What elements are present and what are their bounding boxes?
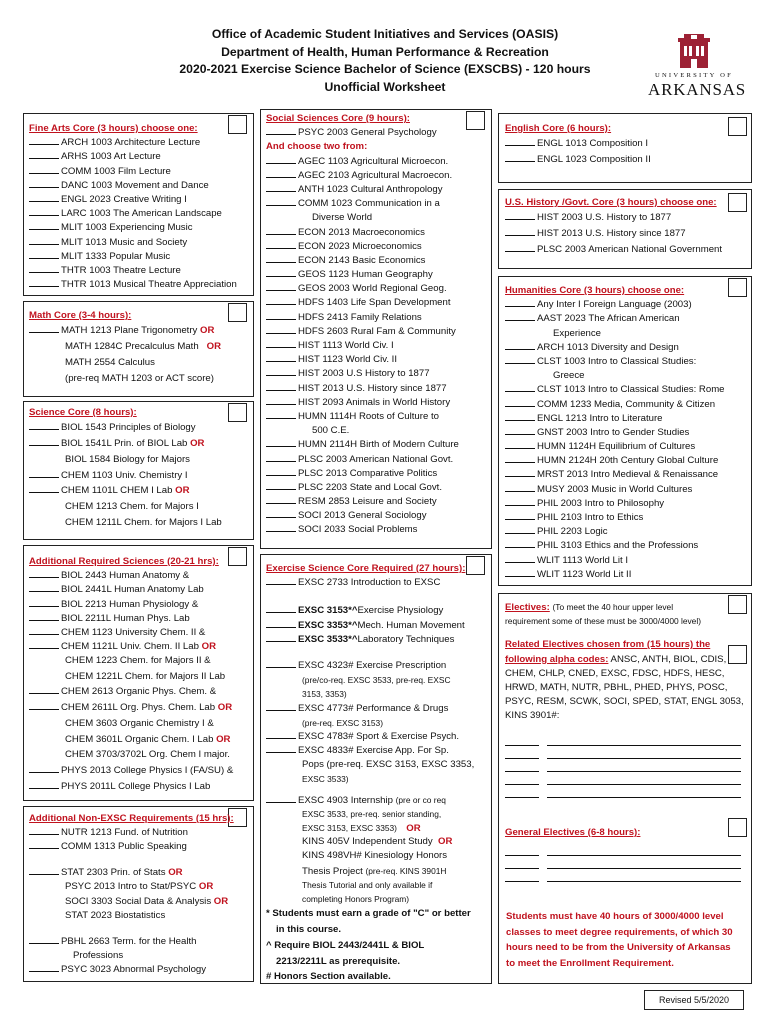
related-elective-write-in-lines — [505, 734, 741, 799]
list-item: BIOL 2211L Human Phys. Lab — [29, 612, 249, 626]
list-item: HIST 2003 U.S. History to 1877 — [505, 210, 745, 226]
list-item-label: HUMN 2124H 20th Century Global Culture — [537, 455, 719, 467]
requirement-line: Students must have 40 hours of 3000/4000 level — [506, 911, 724, 922]
list-item-label: LARC 1003 The American Landscape — [61, 208, 222, 220]
exsc-core-section — [266, 562, 488, 985]
electives-checkbox[interactable] — [728, 595, 747, 614]
general-electives-title: General Electives (6-8 hours): — [505, 827, 641, 838]
list-item — [29, 165, 249, 179]
prereq-note: completing Honors Program) — [302, 893, 410, 904]
write-in-blank[interactable] — [266, 523, 296, 532]
electives-note: requirement some of these must be 3000/4000 level) — [505, 616, 701, 627]
related-electives-codes: CHEM, CHLP, CNED, EXSC, FDSC, HDFS, HESC, — [505, 667, 725, 679]
social-sciences-section — [266, 112, 488, 538]
list-item-label: HUMN 2114H Birth of Modern Culture — [298, 439, 459, 451]
list-item — [266, 339, 488, 353]
english-title: English Core (6 hours): — [505, 123, 612, 134]
write-in-blank[interactable] — [266, 396, 296, 405]
list-item: COMM 1313 Public Speaking — [29, 840, 249, 854]
list-item-label: GEOS 2003 World Regional Geog. — [298, 283, 447, 295]
list-item — [266, 467, 488, 481]
science-section — [29, 406, 249, 531]
upper-level-requirement-note — [506, 909, 746, 971]
list-item — [266, 311, 488, 325]
list-item-label: PLSC 2013 Comparative Politics — [298, 467, 438, 479]
list-item: CHEM 1213 Chem. for Majors I — [65, 501, 199, 513]
list-item: STAT 2023 Biostatistics — [65, 909, 166, 921]
list-item: ENGL 1023 Composition II — [505, 152, 727, 168]
list-item-label: PHIL 2203 Logic — [537, 526, 608, 538]
list-item — [505, 383, 745, 397]
list-item: EXSC 2733 Introduction to EXSC — [266, 576, 488, 590]
list-item — [266, 410, 488, 424]
related-electives-codes: PSYC, RESM, SCWK, SOCI, SPED, STAT, ENGL 3053, — [505, 696, 744, 708]
list-item — [266, 523, 488, 537]
list-item-label: SOCI 2033 Social Problems — [298, 524, 418, 536]
write-in-blank[interactable] — [505, 554, 535, 563]
write-in-blank[interactable] — [29, 250, 59, 259]
fine-arts-list — [29, 136, 249, 292]
social-list-3 — [266, 438, 488, 537]
list-item — [29, 221, 249, 235]
write-in-blank[interactable] — [266, 367, 296, 376]
list-item: BIOL 2443 Human Anatomy & — [29, 569, 249, 583]
list-item-label: ARHS 1003 Art Lecture — [61, 151, 161, 163]
list-item-label: HDFS 1403 Life Span Development — [298, 297, 451, 309]
logo-university-of: UNIVERSITY OF — [655, 72, 733, 79]
write-in-blank[interactable] — [266, 467, 296, 476]
list-item: KINS 498VH# Kinesiology Honors — [302, 850, 448, 862]
write-in-blank[interactable] — [266, 509, 296, 518]
list-item: EXSC 3353*^Mech. Human Movement — [266, 619, 488, 633]
list-item: MATH 1284C Precalculus Math OR — [65, 340, 222, 352]
exsc-core-title: Exercise Science Core Required (27 hours): — [266, 563, 466, 574]
math-title: Math Core (3-4 hours): — [29, 310, 132, 321]
header-line-2: Department of Health, Human Performance & Recreation — [221, 44, 549, 59]
list-item-label: PHIL 2103 Intro to Ethics — [537, 512, 644, 523]
prereq-note: 3153, 3353) — [302, 689, 347, 700]
list-item-label: AGEC 1103 Agricultural Microecon. — [298, 155, 449, 167]
list-item: BIOL 1543 Principles of Biology — [29, 420, 249, 436]
write-in-blank[interactable] — [29, 264, 59, 273]
list-item-continued: Greece — [553, 370, 585, 382]
humanities-list — [505, 383, 745, 582]
list-item-continued: Pops (pre-req. EXSC 3153, EXSC 3353, — [302, 759, 475, 771]
write-in-blank[interactable] — [505, 511, 535, 520]
footnote-honors: # Honors Section available. — [266, 971, 391, 983]
list-item-label: COMM 1023 Communication in a — [298, 198, 440, 210]
write-in-blank[interactable] — [505, 454, 535, 463]
list-item: CHEM 1101L CHEM I Lab OR — [29, 483, 249, 499]
elective-write-in-line[interactable] — [505, 857, 741, 869]
list-item: (pre-req MATH 1203 or ACT score) — [65, 372, 214, 384]
list-item — [505, 511, 745, 525]
prereq-note: EXSC 3153, EXSC 3353) OR — [302, 823, 421, 834]
write-in-blank[interactable] — [266, 382, 296, 391]
additional-sciences-section — [29, 555, 249, 795]
write-in-blank[interactable] — [505, 568, 535, 577]
electives-section — [505, 600, 744, 724]
general-elective-write-in-lines — [505, 844, 741, 883]
list-item-label: HIST 2013 U.S. History since 1877 — [298, 382, 447, 394]
related-electives-checkbox[interactable] — [728, 645, 747, 664]
write-in-blank[interactable] — [266, 240, 296, 249]
university-logo — [648, 30, 747, 100]
list-item-label: ANTH 1023 Cultural Anthropology — [298, 183, 443, 195]
list-item: EXSC 3533*^Laboratory Techniques — [266, 633, 488, 647]
list-item: CHEM 1211L Chem. for Majors I Lab — [65, 516, 222, 528]
science-title: Science Core (8 hours): — [29, 407, 137, 418]
list-item-continued: Diverse World — [312, 212, 373, 224]
list-item — [266, 453, 488, 467]
list-item — [266, 169, 488, 183]
list-item: CHEM 3703/3702L Org. Chem I major. — [65, 749, 230, 761]
footnote-prereq: ^ Require BIOL 2443/2441L & BIOL — [266, 939, 425, 951]
elective-write-in-line[interactable] — [505, 734, 741, 746]
general-electives-section — [505, 826, 730, 840]
social-sciences-title: Social Sciences Core (9 hours): — [266, 113, 410, 124]
list-item — [266, 155, 488, 169]
write-in-blank[interactable] — [266, 410, 296, 419]
list-item-label: HDFS 2603 Rural Fam & Community — [298, 325, 456, 337]
list-item: HIST 2013 U.S. History since 1877 — [505, 226, 745, 242]
write-in-blank[interactable] — [266, 268, 296, 277]
list-item: MATH 1213 Plane Trigonometry OR — [29, 323, 249, 339]
list-item: Professions — [73, 950, 124, 962]
list-item-label: COMM 1233 Media, Community & Citizen — [537, 398, 716, 410]
write-in-blank[interactable] — [266, 353, 296, 362]
list-item: CHEM 1221L Chem. for Majors II Lab — [65, 670, 226, 682]
list-item — [505, 440, 745, 454]
list-item: CHEM 3601L Organic Chem. I Lab OR — [65, 733, 231, 745]
math-section — [29, 309, 249, 386]
related-electives-codes: following alpha codes: ANSC, ANTH, BIOL, CDIS, — [505, 653, 727, 665]
list-item-label: WLIT 1123 World Lit II — [537, 568, 632, 580]
english-section — [505, 122, 727, 168]
list-item: CLST 1003 Intro to Classical Studies: — [505, 355, 745, 369]
non-exsc-section — [29, 812, 249, 977]
list-item — [505, 525, 745, 539]
write-in-blank[interactable] — [29, 136, 59, 145]
write-in-blank[interactable] — [505, 539, 535, 548]
list-item-label: THTR 1003 Theatre Lecture — [61, 264, 181, 276]
list-item: PHYS 2013 College Physics I (FA/SU) & — [29, 763, 249, 779]
list-item — [266, 438, 488, 452]
fine-arts-section — [29, 122, 249, 292]
history-section — [505, 196, 745, 258]
write-in-blank[interactable] — [505, 440, 535, 449]
write-in-blank[interactable] — [505, 426, 535, 435]
elective-write-in-line[interactable] — [505, 773, 741, 785]
prereq-note: (pre/co-req. EXSC 3533, pre-req. EXSC — [302, 675, 451, 686]
list-item — [266, 481, 488, 495]
list-item-label: HIST 1123 World Civ. II — [298, 354, 397, 366]
list-item — [505, 468, 745, 482]
elective-write-in-line[interactable] — [505, 844, 741, 856]
list-item-label: GNST 2003 Intro to Gender Studies — [537, 426, 690, 438]
list-item — [266, 396, 488, 410]
list-item-label: ENGL 2023 Creative Writing I — [61, 193, 187, 205]
list-item — [29, 150, 249, 164]
list-item: PSYC 3023 Abnormal Psychology — [29, 963, 249, 977]
list-item: NUTR 1213 Fund. of Nutrition — [29, 826, 249, 840]
write-in-blank[interactable] — [266, 325, 296, 334]
list-item — [266, 254, 488, 268]
list-item-label: MLIT 1003 Experiencing Music — [61, 222, 193, 234]
write-in-blank[interactable] — [29, 179, 59, 188]
electives-heading: Electives: (To meet the 40 hour upper level — [505, 602, 674, 613]
list-item — [29, 250, 249, 264]
list-item — [29, 179, 249, 193]
write-in-blank[interactable] — [266, 226, 296, 235]
list-item-label: SOCI 2013 General Sociology — [298, 510, 427, 522]
requirement-line: to meet the Enrollment Requirement. — [506, 957, 674, 969]
list-item — [266, 325, 488, 339]
additional-sciences-title: Additional Required Sciences (20-21 hrs): — [29, 556, 219, 567]
write-in-blank[interactable] — [29, 193, 59, 202]
list-item: BIOL 1584 Biology for Majors — [65, 453, 190, 465]
list-item: EXSC 4833# Exercise App. For Sp. — [266, 744, 488, 758]
list-item — [505, 568, 745, 582]
list-item-label: PLSC 2203 State and Local Govt. — [298, 481, 442, 493]
list-item-continued: Experience — [553, 327, 601, 339]
list-item-label: HIST 2093 Animals in World History — [298, 396, 451, 408]
list-item — [29, 236, 249, 250]
write-in-blank[interactable] — [266, 254, 296, 263]
write-in-blank[interactable] — [266, 339, 296, 348]
list-item-label: DANC 1003 Movement and Dance — [61, 179, 209, 191]
write-in-blank[interactable] — [266, 311, 296, 320]
list-item: EXSC 4773# Performance & Drugs — [266, 702, 488, 716]
list-item: CHEM 1123 University Chem. II & — [29, 626, 249, 640]
list-item-label: ECON 2143 Basic Economics — [298, 254, 426, 266]
list-item — [266, 382, 488, 396]
history-title: U.S. History /Govt. Core (3 hours) choose one: — [505, 197, 717, 208]
list-item — [505, 454, 745, 468]
list-item: CHEM 3603 Organic Chemistry I & — [65, 717, 214, 729]
list-item-label: HIST 2003 U.S History to 1877 — [298, 368, 430, 380]
building-crest-icon — [678, 34, 710, 70]
list-item: PBHL 2663 Term. for the Health — [29, 935, 249, 949]
list-item: PSYC 2003 General Psychology — [266, 126, 488, 140]
write-in-blank[interactable] — [266, 197, 296, 206]
prereq-note: EXSC 3533, pre-req. senior standing, — [302, 808, 442, 819]
list-item-label: COMM 1003 Film Lecture — [61, 165, 171, 177]
requirement-line: hours need to be from the University of Arkansas — [506, 942, 731, 953]
list-item — [266, 240, 488, 254]
list-item-label: AGEC 2103 Agricultural Macroecon. — [298, 169, 453, 181]
list-item — [266, 268, 488, 282]
list-item — [266, 353, 488, 367]
list-item-label: GEOS 1123 Human Geography — [298, 269, 433, 281]
list-item-label: MRST 2013 Intro Medieval & Renaissance — [537, 469, 719, 481]
related-electives-codes: KINS 3901#: — [505, 710, 560, 722]
list-item-label: THTR 1013 Musical Theatre Appreciation — [61, 279, 237, 291]
list-item — [266, 296, 488, 310]
list-item — [266, 495, 488, 509]
list-item — [266, 509, 488, 523]
header-line-4: Unofficial Worksheet — [324, 79, 446, 94]
write-in-blank[interactable] — [505, 525, 535, 534]
english-checkbox[interactable] — [728, 117, 747, 136]
list-item: CHEM 1121L Univ. Chem. II Lab OR — [29, 640, 249, 654]
logo-arkansas: ARKANSAS — [648, 80, 747, 99]
list-item — [29, 136, 249, 150]
list-item-label: HDFS 2413 Family Relations — [298, 311, 422, 323]
list-item: STAT 2303 Prin. of Stats OR — [29, 865, 249, 881]
list-item — [29, 278, 249, 292]
list-item-label: MLIT 1013 Music and Society — [61, 236, 188, 248]
list-item: CHEM 1103 Univ. Chemistry I — [29, 468, 249, 484]
write-in-blank[interactable] — [505, 398, 535, 407]
write-in-blank[interactable] — [29, 207, 59, 216]
list-item: EXSC 4783# Sport & Exercise Psych. — [266, 730, 488, 744]
write-in-blank[interactable] — [505, 383, 535, 392]
write-in-blank[interactable] — [266, 169, 296, 178]
list-item: SOCI 3303 Social Data & Analysis OR — [65, 895, 229, 907]
list-item-label: WLIT 1113 World Lit I — [537, 554, 628, 566]
requirement-line: classes to meet degree requirements, of which 30 — [506, 926, 733, 938]
header-line-3: 2020-2021 Exercise Science Bachelor of Science (EXSCBS) - 120 hours — [179, 62, 591, 76]
list-item: AAST 2023 The African American — [505, 312, 745, 326]
write-in-blank[interactable] — [29, 150, 59, 159]
list-item — [266, 197, 488, 211]
footnote-grade: * Students must earn a grade of "C" or better — [266, 908, 471, 920]
write-in-blank[interactable] — [505, 468, 535, 477]
list-item-label: HUMN 1124H Equilibrium of Cultures — [537, 441, 696, 453]
list-item-label: ENGL 1213 Intro to Literature — [537, 412, 663, 424]
humanities-title: Humanities Core (3 hours) choose one: — [505, 285, 685, 296]
list-item — [266, 367, 488, 381]
list-item-label: ECON 2013 Macroeconomics — [298, 226, 425, 238]
write-in-blank[interactable] — [266, 481, 296, 490]
list-item: EXSC 4323# Exercise Prescription — [266, 659, 488, 673]
list-item: CHEM 2611L Org. Phys. Chem. Lab OR — [29, 700, 249, 716]
list-item — [29, 207, 249, 221]
list-item — [505, 497, 745, 511]
footnote-prereq-cont: 2213/2211L as prerequisite. — [276, 955, 401, 967]
list-item — [29, 193, 249, 207]
list-item — [505, 483, 745, 497]
list-item: ENGL 1013 Composition I — [505, 136, 727, 152]
list-item-label: ECON 2023 Microeconomics — [298, 240, 422, 252]
list-item-label: PHIL 2003 Intro to Philosophy — [537, 497, 665, 509]
social-list-2 — [266, 226, 488, 425]
list-item: BIOL 2213 Human Physiology & — [29, 598, 249, 612]
list-item: BIOL 1541L Prin. of BIOL Lab OR — [29, 436, 249, 452]
list-item: PHYS 2011L College Physics I Lab — [29, 779, 249, 795]
list-item — [505, 539, 745, 553]
write-in-blank[interactable] — [29, 236, 59, 245]
list-item: PLSC 2003 American National Government — [505, 242, 745, 258]
list-item-label: RESM 2853 Leisure and Society — [298, 496, 437, 508]
related-electives-title: Related Electives chosen from (15 hours) the — [505, 639, 711, 651]
list-item — [266, 282, 488, 296]
list-item — [505, 426, 745, 440]
list-item-label: PHIL 3103 Ethics and the Professions — [537, 540, 699, 552]
elective-write-in-line[interactable] — [505, 760, 741, 772]
prereq-note: (pre-req. EXSC 3153) — [302, 717, 383, 728]
write-in-blank[interactable] — [29, 278, 59, 287]
list-item — [505, 398, 745, 412]
list-item — [266, 226, 488, 240]
list-item-label: MLIT 1333 Popular Music — [61, 250, 171, 262]
prereq-note: EXSC 3533) — [302, 774, 349, 785]
write-in-blank[interactable] — [505, 483, 535, 492]
write-in-blank[interactable] — [505, 497, 535, 506]
humanities-section — [505, 284, 745, 582]
elective-write-in-line[interactable] — [505, 786, 741, 798]
list-item-label: HUMN 1114H Roots of Culture to — [298, 410, 439, 422]
write-in-blank[interactable] — [29, 221, 59, 230]
list-item — [505, 554, 745, 568]
footnote-grade-cont: in this course. — [276, 923, 342, 935]
write-in-blank[interactable] — [266, 155, 296, 164]
list-item: Thesis Project (pre-req. KINS 3901H — [302, 865, 447, 877]
related-electives-codes: HRWD, MATH, NUTR, PBHL, PHED, PHYS, POSC, — [505, 681, 728, 693]
list-item: BIOL 2441L Human Anatomy Lab — [29, 583, 249, 597]
list-item: CHEM 2613 Organic Phys. Chem. & — [29, 684, 249, 700]
write-in-blank[interactable] — [266, 438, 296, 447]
write-in-blank[interactable] — [505, 412, 535, 421]
list-item: PSYC 2013 Intro to Stat/PSYC OR — [65, 881, 214, 893]
list-item: CHEM 1223 Chem. for Majors II & — [65, 655, 211, 667]
list-item: MATH 2554 Calculus — [65, 356, 155, 368]
list-item — [266, 183, 488, 197]
list-item-label: ARCH 1003 Architecture Lecture — [61, 137, 201, 149]
list-item: EXSC 4903 Internship (pre or co req — [266, 793, 488, 807]
general-electives-checkbox[interactable] — [728, 818, 747, 837]
write-in-blank[interactable] — [266, 296, 296, 305]
list-item: ARCH 1013 Diversity and Design — [505, 341, 745, 355]
list-item: Any Inter I Foreign Language (2003) — [505, 298, 745, 312]
list-item: EXSC 3153*^Exercise Physiology — [266, 604, 488, 618]
list-item-label: PLSC 2003 American National Govt. — [298, 453, 454, 465]
write-in-blank[interactable] — [266, 495, 296, 504]
non-exsc-title: Additional Non-EXSC Requirements (15 hrs): — [29, 813, 234, 824]
header-line-1: Office of Academic Student Initiatives and Services (OASIS) — [211, 27, 559, 41]
social-list-1 — [266, 155, 488, 212]
list-item — [29, 264, 249, 278]
elective-write-in-line[interactable] — [505, 747, 741, 759]
choose-two-label: And choose two from: — [266, 141, 368, 153]
write-in-blank[interactable] — [29, 165, 59, 174]
elective-write-in-line[interactable] — [505, 870, 741, 882]
prereq-note: Thesis Tutorial and only available if — [302, 879, 433, 890]
fine-arts-title: Fine Arts Core (3 hours) choose one: — [29, 123, 198, 134]
write-in-blank[interactable] — [266, 453, 296, 462]
write-in-blank[interactable] — [266, 183, 296, 192]
list-item — [505, 412, 745, 426]
list-item-label: HIST 1113 World Civ. I — [298, 340, 394, 351]
list-item-label: CLST 1013 Intro to Classical Studies: Rome — [537, 384, 725, 396]
list-item-label: MUSY 2003 Music in World Cultures — [537, 483, 693, 495]
revised-date: Revised 5/5/2020 — [644, 990, 744, 1010]
list-item: KINS 405V Independent Study OR — [302, 836, 453, 848]
list-item-continued: 500 C.E. — [312, 425, 350, 437]
write-in-blank[interactable] — [266, 282, 296, 291]
